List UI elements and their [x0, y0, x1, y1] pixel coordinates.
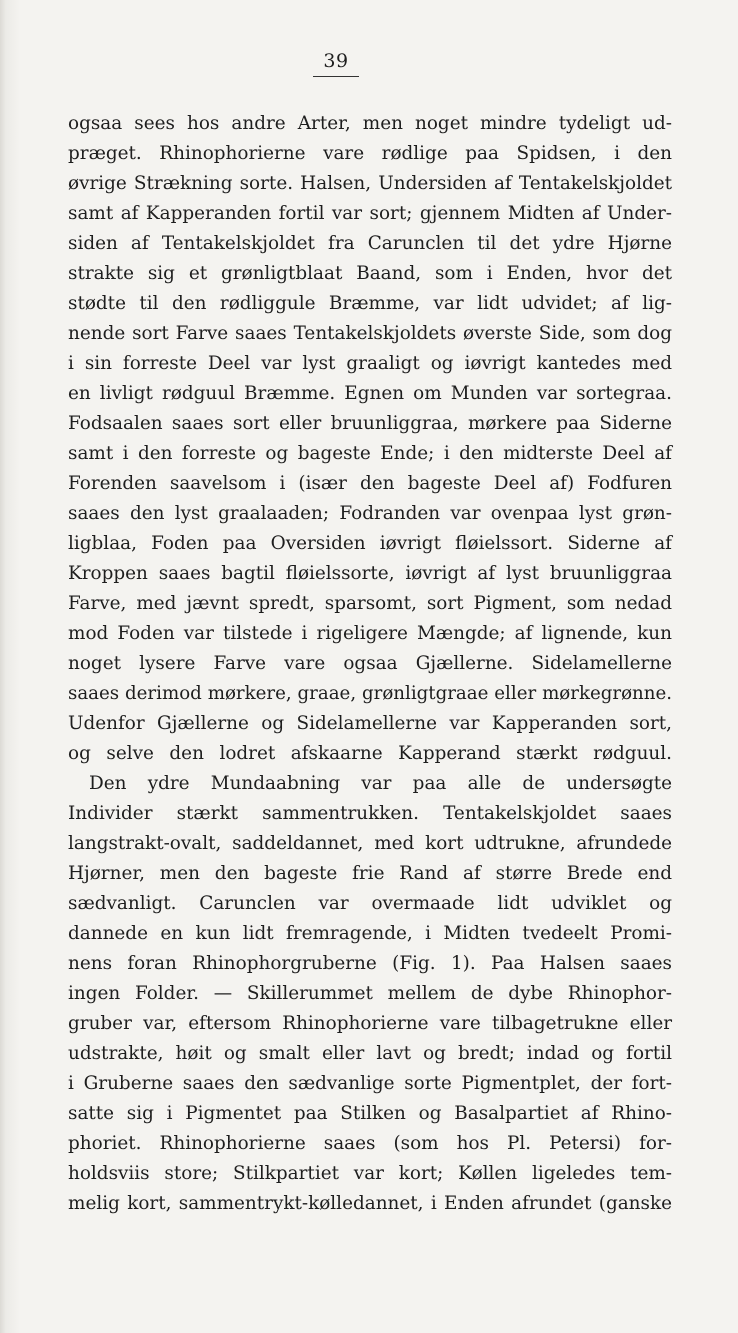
text-line: Kroppen saaes bagtil fløielssorte, iøvrigt af lyst bruunliggraa: [68, 563, 672, 584]
text-line: melig kort, sammentrykt-kølledannet, i Enden afrundet (ganske: [68, 1193, 672, 1214]
text-line: præget. Rhinophorierne vare rødlige paa Spidsen, i den: [68, 143, 672, 164]
text-line: langstrakt-ovalt, saddeldannet, med kort udtrukne, afrundede: [68, 833, 672, 854]
page-number-rule: [313, 76, 359, 77]
text-line: ingen Folder. — Skillerummet mellem de dybe Rhinophor-: [68, 983, 672, 1004]
text-line: ogsaa sees hos andre Arter, men noget mindre tydeligt ud-: [68, 113, 672, 134]
text-line: sædvanligt. Carunclen var overmaade lidt udviklet og: [68, 893, 672, 914]
text-line: og selve den lodret afskaarne Kapperand stærkt rødguul.: [68, 743, 672, 764]
text-line: samt i den forreste og bageste Ende; i den midterste Deel af: [68, 443, 672, 464]
text-line: gruber var, eftersom Rhinophorierne vare tilbagetrukne eller: [68, 1013, 672, 1034]
text-line: strakte sig et grønligtblaat Baand, som i Enden, hvor det: [68, 263, 672, 284]
text-line: Fodsaalen saaes sort eller bruunliggraa, mørkere paa Siderne: [68, 413, 672, 434]
text-line: siden af Tentakelskjoldet fra Carunclen til det ydre Hjørne: [68, 233, 672, 254]
text-line: saaes derimod mørkere, graae, grønligtgraae eller mørkegrønne.: [68, 683, 672, 704]
text-line: i Gruberne saaes den sædvanlige sorte Pigmentplet, der fort-: [68, 1073, 672, 1094]
text-line: Udenfor Gjællerne og Sidelamellerne var Kapperanden sort,: [68, 713, 672, 734]
paragraph-start-line: Den ydre Mundaabning var paa alle de undersøgte: [89, 773, 672, 794]
text-line: Forenden saavelsom i (især den bageste Deel af) Fodfuren: [68, 473, 672, 494]
text-line: i sin forreste Deel var lyst graaligt og iøvrigt kantedes med: [68, 353, 672, 374]
text-line: Hjørner, men den bageste frie Rand af større Brede end: [68, 863, 672, 884]
text-line: øvrige Strækning sorte. Halsen, Undersiden af Tentakelskjoldet: [68, 173, 672, 194]
text-line: nens foran Rhinophorgruberne (Fig. 1). Paa Halsen saaes: [68, 953, 672, 974]
text-line: saaes den lyst graalaaden; Fodranden var ovenpaa lyst grøn-: [68, 503, 672, 524]
text-line: dannede en kun lidt fremragende, i Midten tvedeelt Promi-: [68, 923, 672, 944]
text-line: mod Foden var tilstede i rigeligere Mængde; af lignende, kun: [68, 623, 672, 644]
text-line: ligblaa, Foden paa Oversiden iøvrigt fløielssort. Siderne af: [68, 533, 672, 554]
text-line: phoriet. Rhinophorierne saaes (som hos Pl. Petersi) for-: [68, 1133, 672, 1154]
page-number: 39: [323, 50, 349, 72]
text-line: en livligt rødguul Bræmme. Egnen om Munden var sortegraa.: [68, 383, 672, 404]
text-line: Farve, med jævnt spredt, sparsomt, sort Pigment, som nedad: [68, 593, 672, 614]
text-line: samt af Kapperanden fortil var sort; gjennem Midten af Under-: [68, 203, 672, 224]
text-line: holdsviis store; Stilkpartiet var kort; Køllen ligeledes tem-: [68, 1163, 672, 1184]
text-line: noget lysere Farve vare ogsaa Gjællerne. Sidelamellerne: [68, 653, 672, 674]
text-line: stødte til den rødliggule Bræmme, var lidt udvidet; af lig-: [68, 293, 672, 314]
text-line: Individer stærkt sammentrukken. Tentakelskjoldet saaes: [68, 803, 672, 824]
text-line: satte sig i Pigmentet paa Stilken og Basalpartiet af Rhino-: [68, 1103, 672, 1124]
text-line: nende sort Farve saaes Tentakelskjoldets øverste Side, som dog: [68, 323, 672, 344]
text-line: udstrakte, høit og smalt eller lavt og bredt; indad og fortil: [68, 1043, 672, 1064]
